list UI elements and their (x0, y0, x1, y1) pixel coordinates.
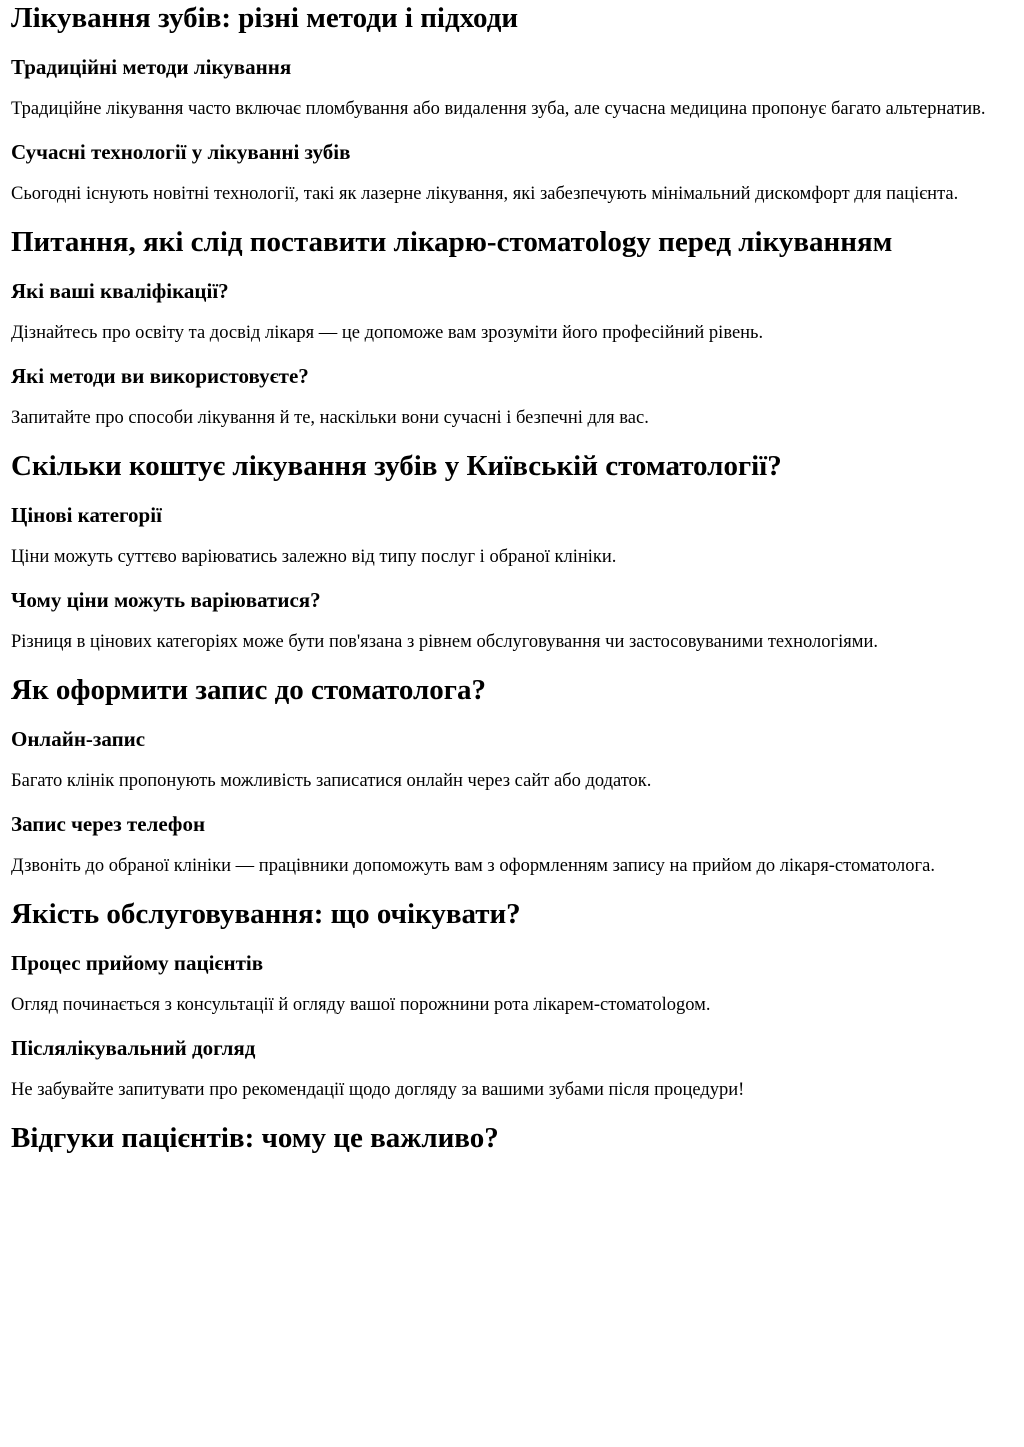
subsection-heading: Процес прийому пацієнтів (11, 951, 264, 975)
paragraph: Огляд починається з консультації й огляду вашої порожнини рота лікарем-стоматologом. (11, 995, 711, 1015)
subsection-heading: Сучасні технології у лікуванні зубів (11, 140, 351, 164)
subsection-heading: Чому ціни можуть варіюватися? (11, 588, 321, 612)
paragraph: Багато клінік пропонують можливість записатися онлайн через сайт або додаток. (11, 771, 652, 791)
subsection-heading: Які методи ви використовуєте? (11, 364, 309, 388)
section-treatment-cost (11, 449, 1013, 654)
section-heading: Відгуки пацієнтів: чому це важливо? (11, 1122, 499, 1154)
section-appointment (11, 673, 1013, 878)
paragraph: Ціни можуть суттєво варіюватись залежно від типу послуг і обраної клініки. (11, 547, 617, 567)
paragraph: Дзвоніть до обраної клініки — працівники допоможуть вам з оформленням запису на прийом до лікаря-стоматолога. (11, 856, 935, 876)
subsection-heading: Традиційні методи лікування (11, 55, 292, 79)
subsection-heading: Які ваші кваліфікації? (11, 279, 229, 303)
section-treatment-methods (11, 1, 1013, 206)
subsection-heading: Післялікувальний догляд (11, 1036, 256, 1060)
section-patient-reviews (11, 1121, 1013, 1155)
section-heading: Лікування зубів: різні методи і підходи (11, 2, 519, 34)
subsection-heading: Онлайн-запис (11, 727, 146, 751)
subsection-heading: Цінові категорії (11, 503, 162, 527)
paragraph: Запитайте про способи лікування й те, наскільки вони сучасні і безпечні для вас. (11, 408, 649, 428)
paragraph: Дізнайтесь про освіту та досвід лікаря — це допоможе вам зрозуміти його професійний рівень. (11, 323, 764, 343)
paragraph: Сьогодні існують новітні технології, такі як лазерне лікування, які забезпечують мінімальний дискомфорт для пацієнта. (11, 184, 959, 204)
section-heading: Питання, які слід поставити лікарю-стоматology перед лікуванням (11, 226, 893, 258)
paragraph: Різниця в цінових категоріях може бути пов'язана з рівнем обслуговування чи застосовуваними технологіями. (11, 632, 878, 652)
section-heading: Як оформити запис до стоматолога? (11, 674, 486, 706)
paragraph: Не забувайте запитувати про рекомендації щодо догляду за вашими зубами після процедури! (11, 1080, 745, 1100)
subsection-heading: Запис через телефон (11, 812, 206, 836)
section-heading: Якість обслуговування: що очікувати? (11, 898, 521, 930)
paragraph: Традиційне лікування часто включає пломбування або видалення зуба, але сучасна медицина пропонує багато альтернатив. (11, 99, 986, 119)
section-questions-for-dentist (11, 225, 1013, 430)
section-heading: Скільки коштує лікування зубів у Київській стоматології? (11, 450, 782, 482)
article (11, 1, 1013, 1155)
section-service-quality (11, 897, 1013, 1102)
